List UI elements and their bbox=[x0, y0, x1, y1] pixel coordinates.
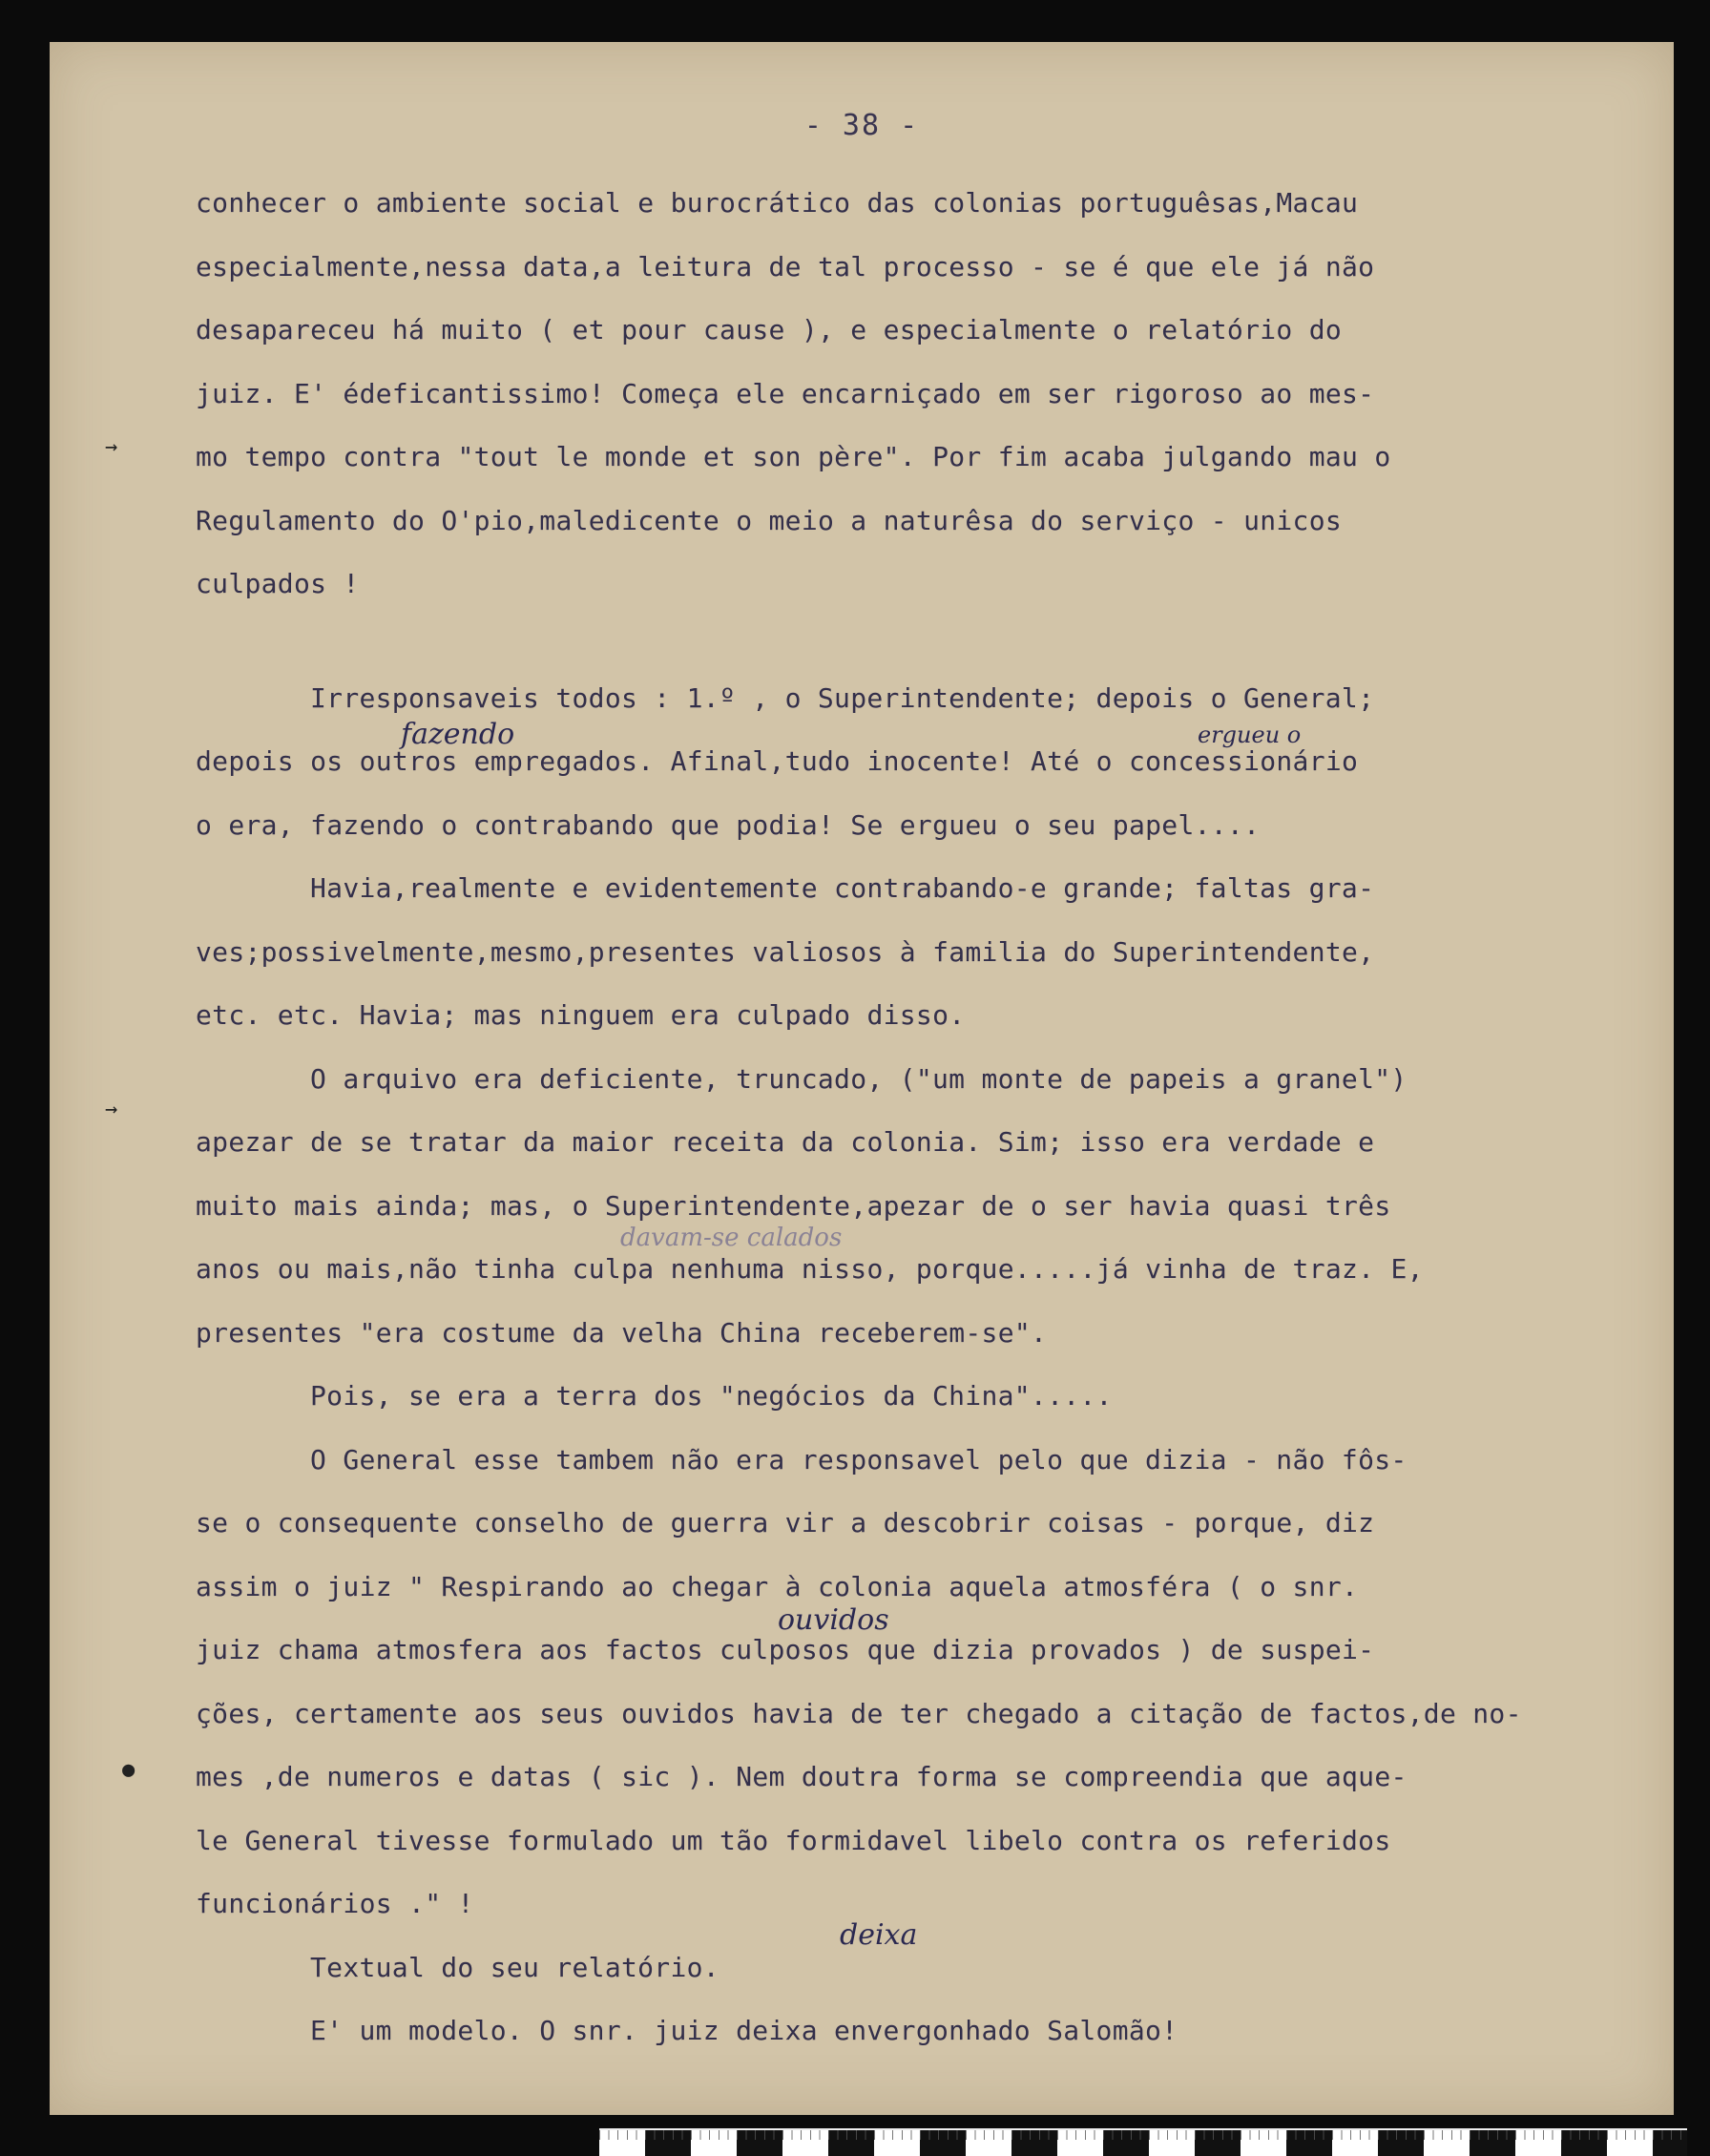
handwritten-ouvidos: ouvidos bbox=[778, 1603, 889, 1637]
handwritten-deixa: deixa bbox=[840, 1918, 918, 1952]
text-line: le General tivesse formulado um tão formidavel libelo contra os referidos bbox=[196, 1824, 1391, 1856]
text-line: funcionários ." ! bbox=[196, 1888, 474, 1919]
text-line: desapareceu há muito ( et pour cause ), e especialmente o relatório do bbox=[196, 314, 1343, 345]
text-line: E' um modelo. O snr. juiz deixa envergonhado Salomão! bbox=[310, 2015, 1178, 2046]
typed-text-body bbox=[196, 172, 1646, 2063]
margin-dot-icon: ● bbox=[122, 1758, 136, 1782]
text-line: Regulamento do O'pio,maledicente o meio a naturêsa do serviço - unicos bbox=[196, 504, 1343, 536]
text-line: ves;possivelmente,mesmo,presentes valiosos à familia do Superintendente, bbox=[196, 935, 1375, 968]
handwritten-costume-note: davam-se calados bbox=[620, 1224, 843, 1252]
text-line: conhecer o ambiente social e burocrático das colonias portuguêsas,Macau bbox=[196, 187, 1359, 219]
handwritten-fazendo: fazendo bbox=[401, 718, 515, 751]
text-line: mes ,de numeros e datas ( sic ). Nem doutra forma se compreendia que aque- bbox=[196, 1761, 1408, 1792]
text-line: O arquivo era deficiente, truncado, ("um monte de papeis a granel") bbox=[310, 1062, 1408, 1095]
text-line: apezar de se tratar da maior receita da colonia. Sim; isso era verdade e bbox=[196, 1126, 1375, 1158]
page-number: - 38 - bbox=[803, 109, 920, 142]
text-line: Textual do seu relatório. bbox=[310, 1951, 719, 1983]
text-line: juiz. E' édeficantissimo! Começa ele encarniçado em ser rigoroso ao mes- bbox=[196, 377, 1375, 409]
text-line: etc. etc. Havia; mas ninguem era culpado disso. bbox=[196, 999, 966, 1031]
text-line: muito mais ainda; mas, o Superintendente,apezar de o ser havia quasi três bbox=[196, 1189, 1391, 1222]
text-line: ções, certamente aos seus ouvidos havia de ter chegado a citação de factos,de no- bbox=[196, 1697, 1522, 1729]
scale-ruler-ticks bbox=[599, 2130, 1687, 2140]
text-line: especialmente,nessa data,a leitura de tal processo - se é que ele já não bbox=[196, 250, 1375, 283]
text-line: o era, fazendo o contrabando que podia! Se ergueu o seu papel.... bbox=[196, 808, 1261, 841]
text-line: depois os outros empregados. Afinal,tudo inocente! Até o concessionário bbox=[196, 745, 1359, 777]
text-line: anos ou mais,não tinha culpa nenhuma nisso, porque.....já vinha de traz. E, bbox=[196, 1253, 1424, 1285]
text-line: assim o juiz " Respirando ao chegar à colonia aquela atmosféra ( o snr. bbox=[196, 1570, 1359, 1602]
text-line: mo tempo contra "tout le monde et son père". Por fim acaba julgando mau o bbox=[196, 441, 1391, 472]
text-line: se o consequente conselho de guerra vir a descobrir coisas - porque, diz bbox=[196, 1507, 1375, 1539]
text-line: Pois, se era a terra dos "negócios da China"..... bbox=[310, 1380, 1113, 1412]
text-line: juiz chama atmosfera aos factos culposos que dizia provados ) de suspei- bbox=[196, 1634, 1375, 1665]
text-line: Irresponsaveis todos : 1.º , o Superintendente; depois o General; bbox=[310, 681, 1375, 714]
text-line: Havia,realmente e evidentemente contrabando-e grande; faltas gra- bbox=[310, 872, 1375, 904]
text-line: O General esse tambem não era responsavel pelo que dizia - não fôs- bbox=[310, 1443, 1408, 1476]
text-line: culpados ! bbox=[196, 568, 360, 599]
margin-mark-icon: → bbox=[105, 1098, 118, 1121]
handwritten-ergueu: ergueu o bbox=[1198, 722, 1302, 748]
text-line: presentes "era costume da velha China receberem-se". bbox=[196, 1316, 1048, 1349]
margin-mark-icon: → bbox=[105, 435, 118, 459]
